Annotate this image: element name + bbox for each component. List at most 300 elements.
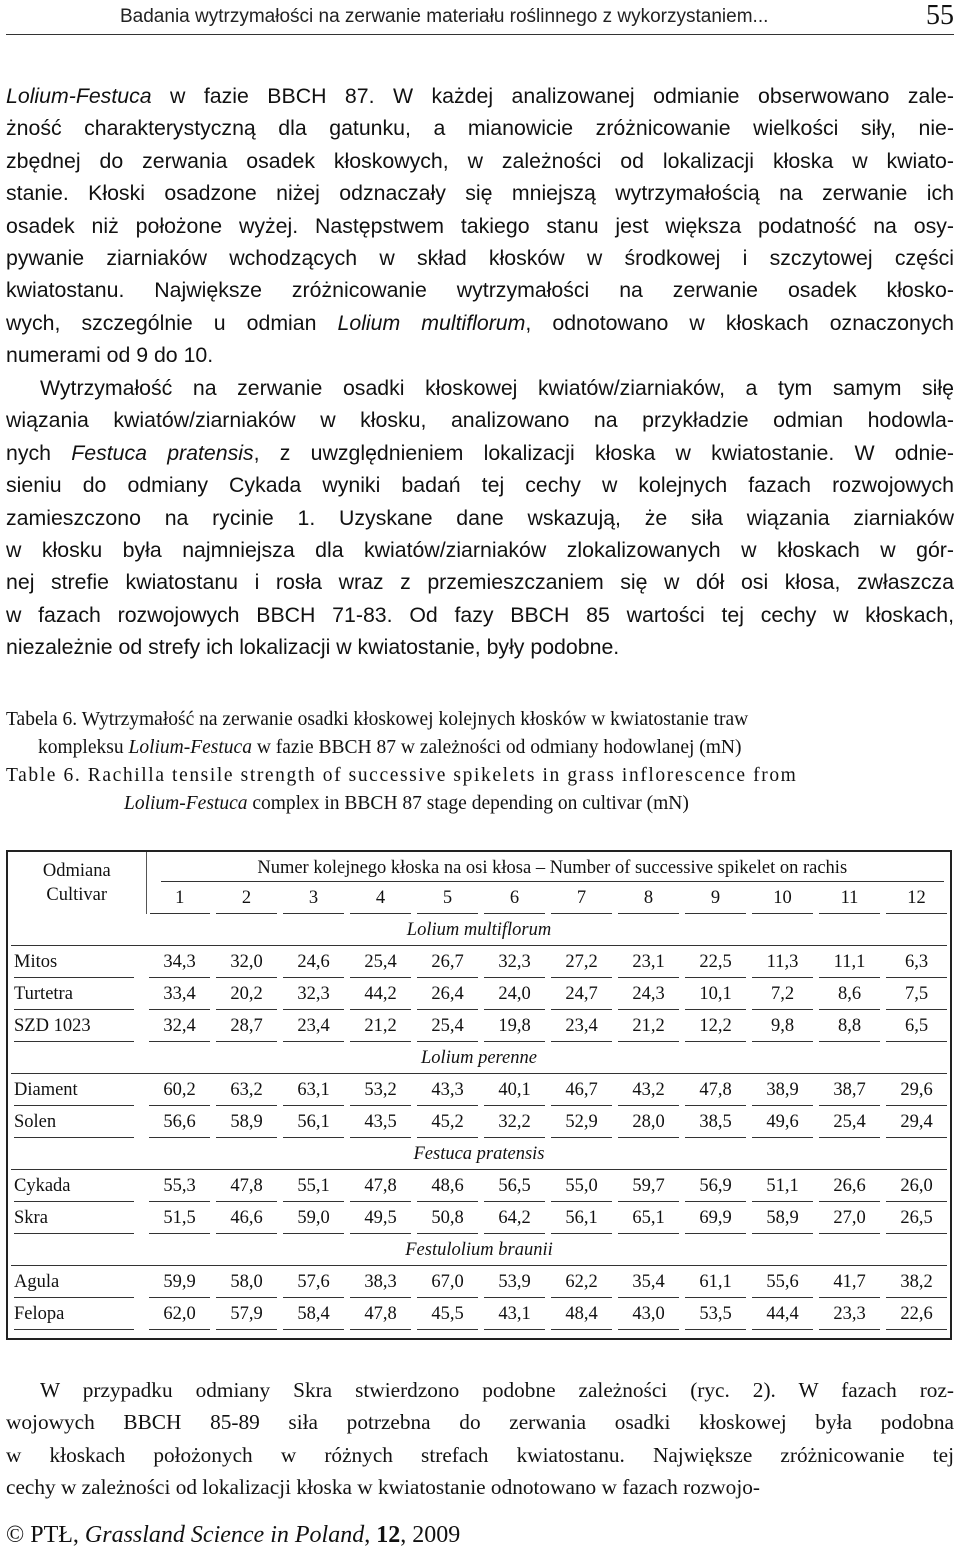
value-cell [615, 1106, 682, 1138]
value-cell [347, 1298, 414, 1330]
value-text: 48,6 [417, 1171, 478, 1202]
text-line: kwiatostanu. Największe zróżnicowanie wytrzymałości na zerwanie osadek kłosko- [6, 278, 954, 303]
value-text: 52,9 [551, 1107, 612, 1138]
value-text: 43,5 [350, 1107, 411, 1138]
value-text: 49,6 [752, 1107, 813, 1138]
value-cell [883, 978, 950, 1010]
value-text: 53,2 [350, 1075, 411, 1106]
value-text: 20,2 [216, 979, 277, 1010]
header-rule [6, 34, 954, 35]
value-cell [280, 946, 347, 978]
value-cell [347, 978, 414, 1010]
cultivar-cell [8, 1266, 146, 1298]
cultivar-cell [8, 978, 146, 1010]
value-cell [749, 1106, 816, 1138]
value-text: 33,4 [149, 979, 210, 1010]
text-line: osadek niż położone wyżej. Następstwem takiego stanu jest większa podatność na osy- [6, 213, 954, 238]
value-text: 34,3 [149, 947, 210, 978]
value-cell [280, 1106, 347, 1138]
group-label-cell [8, 1042, 950, 1074]
table-header-span [146, 852, 950, 882]
value-text: 41,7 [819, 1267, 880, 1298]
species-name: Lolium perenne [11, 1043, 947, 1074]
value-cell [883, 1298, 950, 1330]
value-cell [213, 1170, 280, 1202]
value-cell [146, 946, 213, 978]
caption-en-line-2: Lolium-Festuca complex in BBCH 87 stage depending on cultivar (mN) [124, 793, 689, 814]
data-table [8, 852, 950, 1330]
value-text: 53,5 [685, 1299, 746, 1330]
value-text: 21,2 [618, 1011, 679, 1042]
text-line: niezależnie od strefy ich lokalizacji w kwiatostanie, były podobne. [6, 635, 620, 660]
value-cell [615, 978, 682, 1010]
value-text: 38,5 [685, 1107, 746, 1138]
value-text: 47,8 [685, 1075, 746, 1106]
value-cell [548, 1010, 615, 1042]
value-cell [146, 1106, 213, 1138]
text-line: W przypadku odmiany Skra stwierdzono podobne zależności (ryc. 2). W fazach roz- [40, 1378, 954, 1402]
text-line: numerami od 9 do 10. [6, 343, 214, 368]
value-text: 11,3 [752, 947, 813, 978]
cultivar-name: SZD 1023 [14, 1011, 134, 1042]
value-text: 25,4 [819, 1107, 880, 1138]
value-cell [749, 1170, 816, 1202]
value-text: 28,7 [216, 1011, 277, 1042]
value-text: 40,1 [484, 1075, 545, 1106]
value-cell [749, 1266, 816, 1298]
cultivar-cell [8, 1010, 146, 1042]
value-text: 43,1 [484, 1299, 545, 1330]
cultivar-cell [8, 1202, 146, 1234]
value-cell [414, 1202, 481, 1234]
text-line: Lolium-Festuca w fazie BBCH 87. W każdej analizowanej odmianie obserwowano zale- [6, 84, 954, 108]
value-text: 56,6 [149, 1107, 210, 1138]
value-cell [682, 1202, 749, 1234]
value-cell [146, 1298, 213, 1330]
value-text: 38,2 [886, 1267, 947, 1298]
value-text: 48,4 [551, 1299, 612, 1330]
cultivar-name: Skra [14, 1203, 134, 1234]
value-cell [414, 1010, 481, 1042]
value-cell [213, 1010, 280, 1042]
table-row [8, 1074, 950, 1106]
value-text: 63,2 [216, 1075, 277, 1106]
value-text: 67,0 [417, 1267, 478, 1298]
value-text: 56,5 [484, 1171, 545, 1202]
page-number: 55 [926, 0, 954, 31]
value-text: 62,0 [149, 1299, 210, 1330]
value-text: 7,5 [886, 979, 947, 1010]
value-cell [213, 978, 280, 1010]
group-row [8, 1138, 950, 1170]
value-text: 50,8 [417, 1203, 478, 1234]
column-number [749, 882, 816, 914]
value-cell [682, 1106, 749, 1138]
value-text: 21,2 [350, 1011, 411, 1042]
value-cell [749, 1298, 816, 1330]
value-text: 55,1 [283, 1171, 344, 1202]
value-text: 59,0 [283, 1203, 344, 1234]
value-text: 58,9 [216, 1107, 277, 1138]
value-text: 24,7 [551, 979, 612, 1010]
value-text: 35,4 [618, 1267, 679, 1298]
value-text: 58,9 [752, 1203, 813, 1234]
value-cell [280, 1074, 347, 1106]
value-text: 8,8 [819, 1011, 880, 1042]
value-text: 55,0 [551, 1171, 612, 1202]
species-name: Festuca pratensis [11, 1139, 947, 1170]
cultivar-cell [8, 1106, 146, 1138]
cultivar-name: Agula [14, 1267, 134, 1298]
value-cell [749, 978, 816, 1010]
column-number [548, 882, 615, 914]
value-cell [213, 1202, 280, 1234]
value-text: 57,6 [283, 1267, 344, 1298]
value-cell [481, 1106, 548, 1138]
cultivar-name: Diament [14, 1075, 134, 1106]
value-text: 38,7 [819, 1075, 880, 1106]
text-line: wojowych BBCH 85-89 siła potrzebna do zerwania osadki kłoskowej była podobna [6, 1410, 954, 1435]
column-number [682, 882, 749, 914]
value-cell [682, 1298, 749, 1330]
value-text: 6,5 [886, 1011, 947, 1042]
value-text: 9,8 [752, 1011, 813, 1042]
text-line: wych, szczególnie u odmian Lolium multiflorum, odnotowano w kłoskach oznaczonych [6, 310, 955, 335]
table-row [8, 1202, 950, 1234]
value-cell [816, 978, 883, 1010]
value-cell [682, 978, 749, 1010]
value-cell [816, 1202, 883, 1234]
value-text: 10,1 [685, 979, 746, 1010]
cultivar-cell [8, 1074, 146, 1106]
value-cell [682, 1170, 749, 1202]
value-cell [481, 1074, 548, 1106]
column-number-text: 5 [417, 883, 478, 914]
value-cell [682, 1010, 749, 1042]
value-cell [615, 1170, 682, 1202]
value-cell [481, 978, 548, 1010]
cultivar-name: Felopa [14, 1299, 134, 1330]
table-row [8, 946, 950, 978]
value-cell [749, 946, 816, 978]
value-text: 12,2 [685, 1011, 746, 1042]
value-cell [280, 1170, 347, 1202]
table-row [8, 1170, 950, 1202]
value-text: 23,3 [819, 1299, 880, 1330]
value-cell [146, 1202, 213, 1234]
value-text: 24,6 [283, 947, 344, 978]
value-cell [816, 1266, 883, 1298]
value-cell [615, 1010, 682, 1042]
table-column-numbers [8, 882, 950, 914]
group-label-cell [8, 1234, 950, 1266]
value-cell [883, 1106, 950, 1138]
value-cell [682, 1074, 749, 1106]
value-cell [213, 1298, 280, 1330]
value-text: 49,5 [350, 1203, 411, 1234]
column-number-text: 7 [551, 883, 612, 914]
value-text: 47,8 [216, 1171, 277, 1202]
value-cell [146, 1074, 213, 1106]
value-text: 69,9 [685, 1203, 746, 1234]
value-cell [414, 1298, 481, 1330]
value-cell [682, 1266, 749, 1298]
value-cell [883, 1074, 950, 1106]
value-cell [414, 978, 481, 1010]
column-number [883, 882, 950, 914]
value-text: 8,6 [819, 979, 880, 1010]
value-cell [347, 946, 414, 978]
value-text: 26,6 [819, 1171, 880, 1202]
value-cell [816, 946, 883, 978]
text-line: zbędnej do zerwania osadek kłoskowych, w zależności od lokalizacji kłoska w kwiato- [6, 148, 954, 173]
value-cell [280, 1202, 347, 1234]
caption-en-line-1: Table 6. Rachilla tensile strength of successive spikelets in grass inflorescence from [6, 765, 798, 786]
value-text: 29,4 [886, 1107, 947, 1138]
species-name: Festulolium braunii [11, 1235, 947, 1266]
text-line: Wytrzymałość na zerwanie osadki kłoskowej kwiatów/ziarniaków, a tym samym siłę [40, 376, 954, 400]
column-number [347, 882, 414, 914]
value-text: 45,5 [417, 1299, 478, 1330]
text-line: nej strefie kwiatostanu i rosła wraz z przemieszczaniem się w dół osi kłosa, zwłaszcza [6, 570, 954, 595]
value-text: 29,6 [886, 1075, 947, 1106]
value-cell [481, 1202, 548, 1234]
value-cell [548, 978, 615, 1010]
table-row [8, 1266, 950, 1298]
table-row [8, 1010, 950, 1042]
value-text: 28,0 [618, 1107, 679, 1138]
value-text: 22,6 [886, 1299, 947, 1330]
text-line: sieniu do odmiany Cykada wyniki badań tej cechy w kolejnych fazach rozwojowych [6, 473, 954, 498]
column-number-text: 3 [283, 883, 344, 914]
value-text: 32,3 [484, 947, 545, 978]
group-label-cell [8, 1138, 950, 1170]
value-text: 23,4 [283, 1011, 344, 1042]
value-cell [414, 1266, 481, 1298]
text-line: żność charakterystyczną dla gatunku, a mianowicie zróżnicowanie wielkości siły, nie- [6, 116, 954, 141]
header-cultivar-pl: Odmiana [42, 861, 111, 881]
value-text: 47,8 [350, 1171, 411, 1202]
value-cell [749, 1010, 816, 1042]
value-text: 23,1 [618, 947, 679, 978]
value-cell [481, 946, 548, 978]
value-cell [280, 1010, 347, 1042]
group-row [8, 914, 950, 946]
column-number [816, 882, 883, 914]
column-number [481, 882, 548, 914]
value-cell [883, 1170, 950, 1202]
cultivar-cell [8, 1170, 146, 1202]
value-text: 59,7 [618, 1171, 679, 1202]
value-cell [548, 1266, 615, 1298]
value-text: 23,4 [551, 1011, 612, 1042]
value-text: 25,4 [350, 947, 411, 978]
value-text: 11,1 [819, 947, 880, 978]
value-cell [615, 1074, 682, 1106]
value-text: 51,5 [149, 1203, 210, 1234]
value-cell [816, 1298, 883, 1330]
value-text: 60,2 [149, 1075, 210, 1106]
footer-copyright: © PTŁ, [6, 1522, 79, 1548]
text-line: stanie. Kłoski osadzone niżej odznaczały się mniejszą wytrzymałością na zerwanie ich [6, 181, 954, 206]
value-text: 51,1 [752, 1171, 813, 1202]
value-text: 55,6 [752, 1267, 813, 1298]
value-text: 46,6 [216, 1203, 277, 1234]
value-text: 26,7 [417, 947, 478, 978]
value-text: 24,0 [484, 979, 545, 1010]
value-cell [481, 1298, 548, 1330]
column-number-text: 12 [886, 883, 947, 914]
value-cell [615, 946, 682, 978]
caption-pl-line-1: Tabela 6. Wytrzymałość na zerwanie osadki kłoskowej kolejnych kłosków w kwiatostanie traw [6, 709, 749, 730]
value-cell [615, 1202, 682, 1234]
group-label-cell [8, 914, 950, 946]
value-cell [146, 978, 213, 1010]
value-cell [548, 1106, 615, 1138]
value-cell [213, 1266, 280, 1298]
value-text: 24,3 [618, 979, 679, 1010]
value-text: 44,4 [752, 1299, 813, 1330]
cultivar-name: Solen [14, 1107, 134, 1138]
running-title: Badania wytrzymałości na zerwanie materiału roślinnego z wykorzystaniem... [120, 6, 769, 27]
value-text: 64,2 [484, 1203, 545, 1234]
column-number [615, 882, 682, 914]
value-text: 27,2 [551, 947, 612, 978]
running-header [0, 0, 960, 34]
value-text: 43,0 [618, 1299, 679, 1330]
table-row [8, 1298, 950, 1330]
value-cell [615, 1266, 682, 1298]
text-line: pywanie ziarniaków wchodzących w skład kłosków w środkowej i szczytowej części [6, 246, 954, 271]
value-text: 55,3 [149, 1171, 210, 1202]
column-number-text: 9 [685, 883, 746, 914]
cultivar-cell [8, 1298, 146, 1330]
value-cell [749, 1074, 816, 1106]
column-number-text: 6 [484, 883, 545, 914]
cultivar-name: Mitos [14, 947, 134, 978]
value-text: 59,9 [149, 1267, 210, 1298]
species-name: Lolium multiflorum [11, 915, 947, 946]
footer-citation: © PTŁ, Grassland Science in Poland, 12, 2009 [6, 1522, 461, 1548]
value-text: 26,0 [886, 1171, 947, 1202]
value-text: 62,2 [551, 1267, 612, 1298]
caption-pl-line-2: kompleksu Lolium-Festuca w fazie BBCH 87 w zależności od odmiany hodowlanej (mN) [38, 737, 742, 758]
value-cell [213, 1074, 280, 1106]
text-line: w fazach rozwojowych BBCH 71-83. Od fazy BBCH 85 wartości tej cechy w kłoskach, [6, 602, 954, 627]
header-span-text: Numer kolejnego kłoska na osi kłosa – Number of successive spikelet on rachis [161, 858, 945, 882]
value-cell [347, 1170, 414, 1202]
value-text: 26,5 [886, 1203, 947, 1234]
value-text: 32,2 [484, 1107, 545, 1138]
value-text: 22,5 [685, 947, 746, 978]
header-cultivar-en: Cultivar [46, 885, 108, 905]
value-text: 44,2 [350, 979, 411, 1010]
column-number-text: 4 [350, 883, 411, 914]
value-text: 25,4 [417, 1011, 478, 1042]
value-cell [213, 1106, 280, 1138]
value-text: 19,8 [484, 1011, 545, 1042]
value-cell [481, 1266, 548, 1298]
value-text: 56,1 [551, 1203, 612, 1234]
paragraph-1 [6, 80, 954, 372]
value-cell [816, 1010, 883, 1042]
value-cell [682, 946, 749, 978]
value-cell [280, 978, 347, 1010]
text-line: cechy w zależności od lokalizacji kłoska w kwiatostanie odnotowano w fazach rozwojo- [6, 1475, 760, 1500]
value-cell [883, 1010, 950, 1042]
value-cell [883, 946, 950, 978]
cultivar-name: Cykada [14, 1171, 134, 1202]
column-number [280, 882, 347, 914]
value-cell [548, 1202, 615, 1234]
value-cell [816, 1106, 883, 1138]
paragraph-3 [6, 1374, 954, 1504]
value-text: 27,0 [819, 1203, 880, 1234]
footer-journal: Grassland Science in Poland [84, 1522, 365, 1548]
value-text: 6,3 [886, 947, 947, 978]
column-number-text: 2 [216, 883, 277, 914]
value-cell [347, 1074, 414, 1106]
value-cell [883, 1266, 950, 1298]
group-row [8, 1042, 950, 1074]
value-text: 26,4 [417, 979, 478, 1010]
value-cell [280, 1266, 347, 1298]
column-number-text: 11 [819, 883, 880, 914]
value-cell [548, 1074, 615, 1106]
value-cell [146, 1170, 213, 1202]
value-text: 63,1 [283, 1075, 344, 1106]
value-cell [816, 1170, 883, 1202]
value-cell [414, 946, 481, 978]
value-cell [615, 1298, 682, 1330]
value-cell [347, 1266, 414, 1298]
table-header-cultivar [8, 852, 146, 914]
value-cell [883, 1202, 950, 1234]
column-number-text: 1 [150, 883, 211, 914]
value-cell [146, 1266, 213, 1298]
value-text: 47,8 [350, 1299, 411, 1330]
column-number [414, 882, 481, 914]
table-row [8, 978, 950, 1010]
value-text: 57,9 [216, 1299, 277, 1330]
value-text: 53,9 [484, 1267, 545, 1298]
data-table-frame [6, 850, 952, 1340]
value-text: 38,9 [752, 1075, 813, 1106]
column-number-text: 8 [618, 883, 679, 914]
column-number [146, 882, 213, 914]
value-text: 58,0 [216, 1267, 277, 1298]
table-caption [6, 706, 954, 818]
value-text: 43,3 [417, 1075, 478, 1106]
text-line: w kłoskach położonych w różnych strefach kwiatostanu. Największe zróżnicowanie tej [6, 1442, 954, 1467]
value-text: 45,2 [417, 1107, 478, 1138]
value-cell [146, 1010, 213, 1042]
table-header-row [8, 852, 950, 882]
value-cell [548, 1298, 615, 1330]
value-text: 43,2 [618, 1075, 679, 1106]
cultivar-name: Turtetra [14, 979, 134, 1010]
value-cell [481, 1010, 548, 1042]
value-cell [414, 1170, 481, 1202]
value-text: 58,4 [283, 1299, 344, 1330]
value-text: 56,1 [283, 1107, 344, 1138]
value-cell [548, 946, 615, 978]
text-line: w kłosku była najmniejsza dla kwiatów/ziarniaków zlokalizowanych w kłoskach w gór- [6, 538, 954, 563]
value-text: 38,3 [350, 1267, 411, 1298]
value-text: 32,3 [283, 979, 344, 1010]
column-number-text: 10 [752, 883, 813, 914]
value-cell [280, 1298, 347, 1330]
